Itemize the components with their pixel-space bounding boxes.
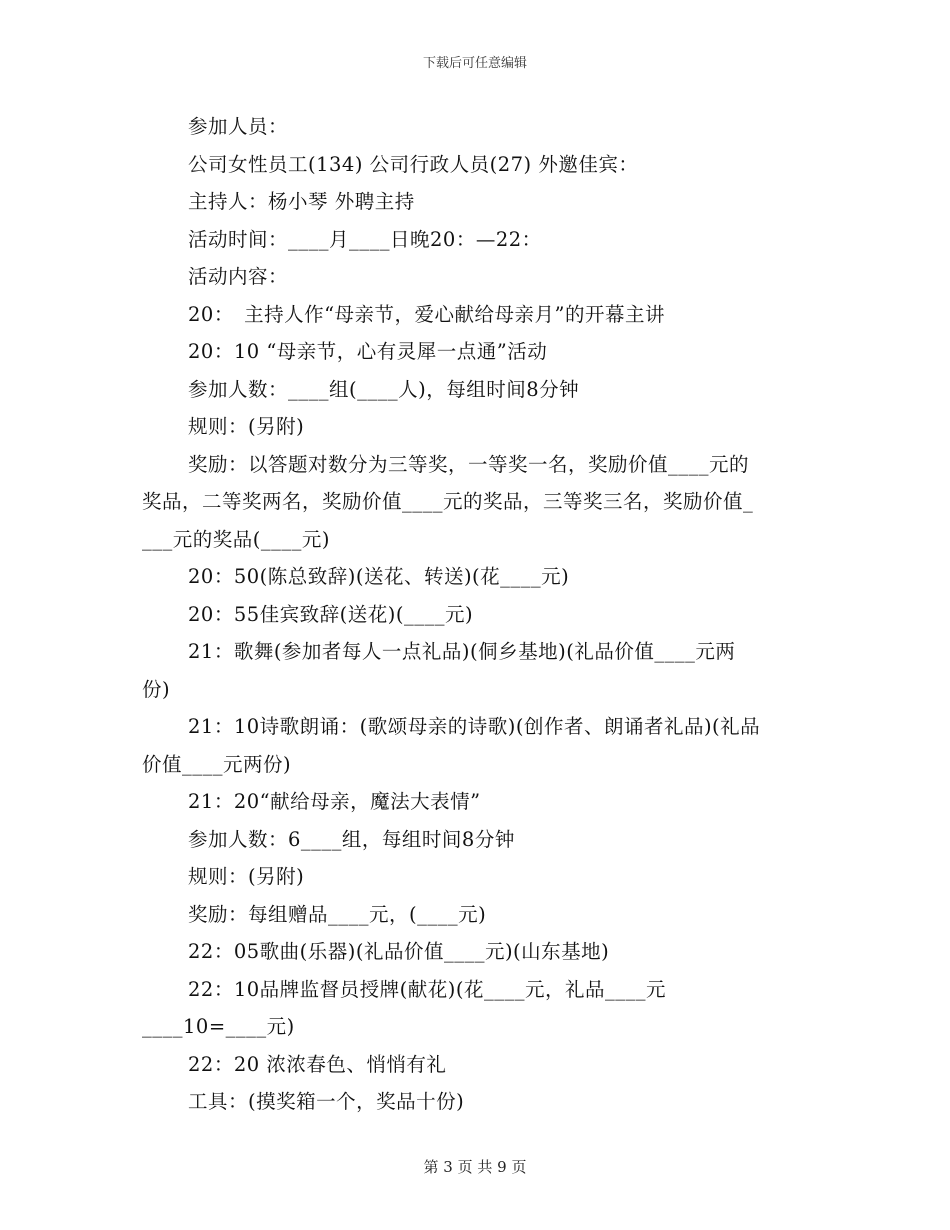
game-participants: 参加人数：6____组，每组时间8分钟 xyxy=(188,827,515,851)
quiz-rewards-line-1: 奖励：以答题对数分为三等奖，一等奖一名，奖励价值____元的 xyxy=(188,452,750,476)
attendees-heading: 参加人员： xyxy=(188,115,289,138)
schedule-item-lottery: 22：20 浓浓春色、悄悄有礼 xyxy=(188,1052,447,1076)
game-rewards: 奖励：每组赠品____元，(____元) xyxy=(188,902,487,926)
attendees-detail: 公司女性员工(134) 公司行政人员(27) 外邀佳宾： xyxy=(188,152,639,176)
page-header: 下载后可任意编辑 xyxy=(422,56,527,71)
host-line: 主持人：杨小琴 外聘主持 xyxy=(188,190,415,213)
lottery-tools: 工具：(摸奖箱一个，奖品十份) xyxy=(188,1090,465,1113)
event-content-heading: 活动内容： xyxy=(188,265,289,288)
schedule-item-dance-line-1: 21：歌舞(参加者每人一点礼品)(侗乡基地)(礼品价值____元两 xyxy=(188,640,736,663)
quiz-rewards-line-3: ___元的奖品(____元) xyxy=(142,527,330,551)
quiz-participants: 参加人数：____组(____人)，每组时间8分钟 xyxy=(188,377,580,401)
schedule-item-song: 22：05歌曲(乐器)(礼品价值____元)(山东基地) xyxy=(188,940,610,963)
schedule-item-expression-game: 21：20“献给母亲，魔法大表情” xyxy=(188,790,481,813)
schedule-item-quiz: 20：10 “母亲节，心有灵犀一点通”活动 xyxy=(188,340,548,363)
quiz-rewards-line-2: 奖品，二等奖两名，奖励价值____元的奖品，三等奖三名，奖励价值_ xyxy=(142,490,754,513)
quiz-rules: 规则：(另附) xyxy=(188,415,305,438)
schedule-item-brand-award-line-1: 22：10品牌监督员授牌(献花)(花____元，礼品____元 xyxy=(188,977,666,1001)
event-time-line: 活动时间：____月____日晚20：—22： xyxy=(188,227,542,251)
schedule-item-guest-speech: 20：55佳宾致辞(送花)(____元) xyxy=(188,602,474,626)
game-rules: 规则：(另附) xyxy=(188,865,305,888)
schedule-item-opening: 20： 主持人作“母亲节，爱心献给母亲月”的开幕主讲 xyxy=(188,302,666,326)
document-body xyxy=(142,108,812,1121)
schedule-item-brand-award-line-2: ____10=____元) xyxy=(142,1015,295,1038)
schedule-item-dance-line-2: 份) xyxy=(142,677,171,701)
schedule-item-poetry-line-1: 21：10诗歌朗诵：(歌颂母亲的诗歌)(创作者、朗诵者礼品)(礼品 xyxy=(188,715,761,738)
page-footer: 第 3 页 共 9 页 xyxy=(423,1158,527,1176)
schedule-item-ceo-speech: 20：50(陈总致辞)(送花、转送)(花____元) xyxy=(188,565,570,588)
schedule-item-poetry-line-2: 价值____元两份) xyxy=(142,752,292,776)
